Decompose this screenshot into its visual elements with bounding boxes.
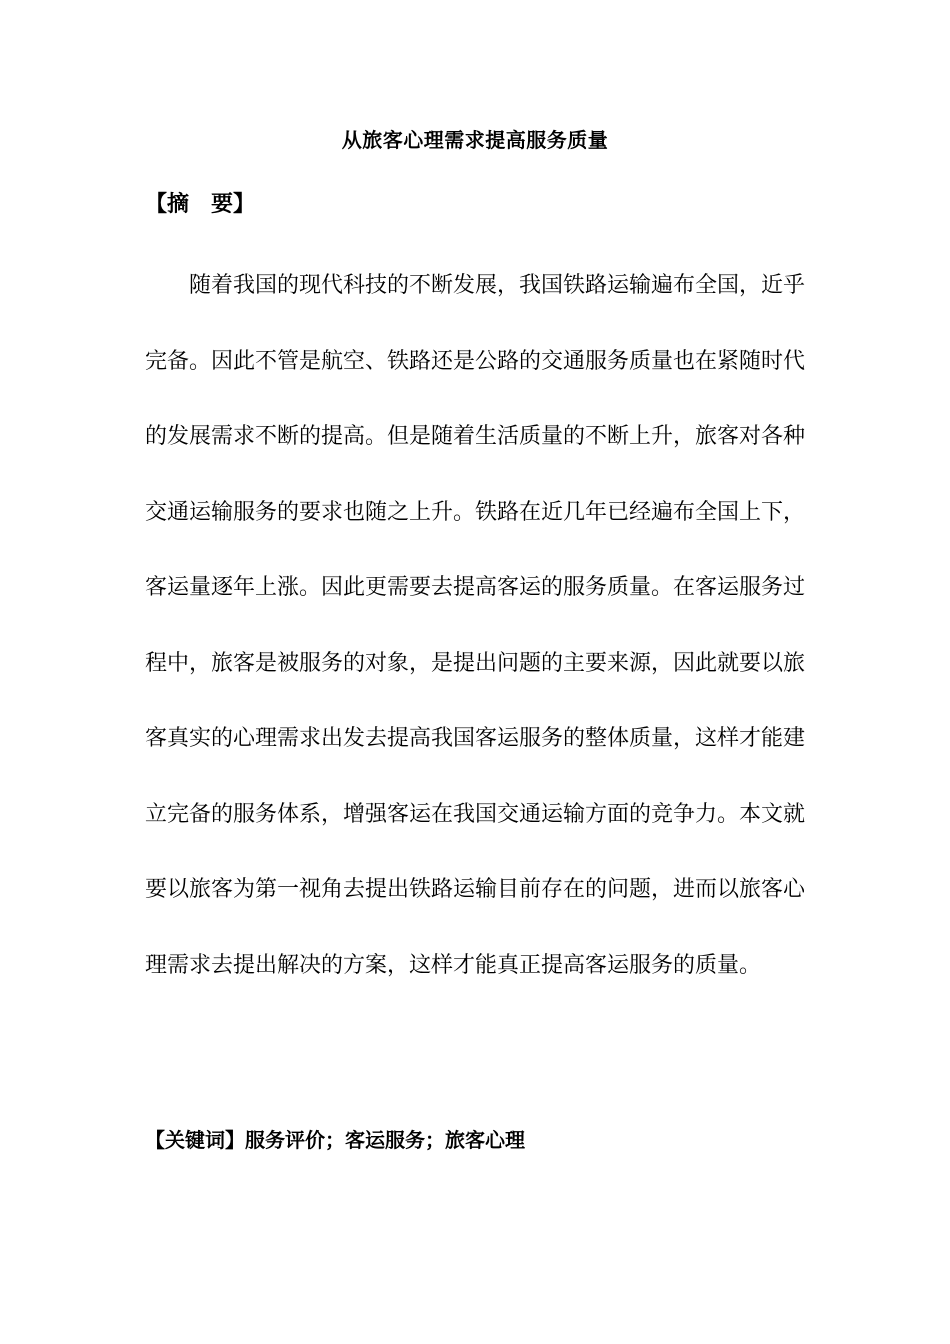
document-title: 从旅客心理需求提高服务质量 xyxy=(341,128,609,152)
abstract-heading: 【摘 要】 xyxy=(145,192,256,217)
keywords-line: 【关键词】服务评价；客运服务；旅客心理 xyxy=(145,1128,525,1152)
abstract-paragraph: 随着我国的现代科技的不断发展，我国铁路运输遍布全国，近乎完备。因此不管是航空、铁路还是公路的交通服务质量也在紧随时代的发展需求不断的提高。但是随着生活质量的不断上升，旅客对各种交通运输服务的要求也随之上升。铁路在近几年已经遍布全国上下，客运量逐年上涨。因此更需要去提高客运的服务质量。在客运服务过程中，旅客是被服务的对象，是提出问题的主要来源，因此就要以旅客真实的心理需求出发去提高我国客运服务的整体质量，这样才能建立完备的服务体系，增强客运在我国交通运输方面的竞争力。本文就要以旅客为第一视角去提出铁路运输目前存在的问题，进而以旅客心理需求去提出解决的方案，这样才能真正提高客运服务的质量。 xyxy=(145,273,806,978)
